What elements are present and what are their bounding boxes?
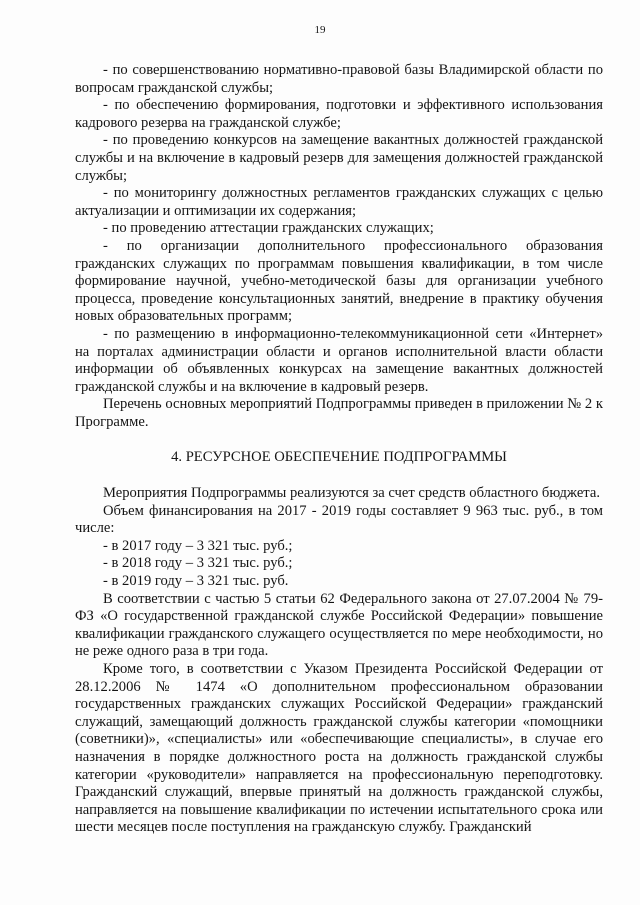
list-item: - по проведению аттестации гражданских служащих;	[103, 220, 434, 237]
list-item: - по совершенствованию нормативно-правовой базы Владимирской области по вопросам гражданской службы;	[75, 62, 603, 96]
decree-paragraph: Кроме того, в соответствии с Указом Президента Российской Федерации от 28.12.2006 № 1474 «О дополнительном профессиональном образовании государственных гражданских служащих Российской Федерации» гражданский служащий, замещающий должность гражданской службы категории «помощники (советники)», «специалисты» или «обеспечивающие специалисты», в случае его назначения в порядке должностного роста на должность гражданской службы категории «руководители» направляется на профессиональную переподготовку. Гражданский служащий, впервые принятый на должность гражданской службы, направляется на повышение квалификации по истечении испытательного срока или шести месяцев после поступления на гражданскую службу. Гражданский	[75, 661, 603, 836]
document-body	[75, 62, 603, 837]
year-amount-2017: - в 2017 году – 3 321 тыс. руб.;	[103, 537, 293, 554]
list-item: - по мониторингу должностных регламентов гражданских служащих с целью актуализации и оптимизации их содержания;	[75, 185, 603, 219]
year-amount-2018: - в 2018 году – 3 321 тыс. руб.;	[103, 555, 293, 572]
section-heading: 4. РЕСУРСНОЕ ОБЕСПЕЧЕНИЕ ПОДПРОГРАММЫ	[171, 449, 507, 466]
list-summary-paragraph: Перечень основных мероприятий Подпрограммы приведен в приложении № 2 к Программе.	[75, 396, 603, 430]
list-item: - по размещению в информационно-телекоммуникационной сети «Интернет» на порталах администрации области и органов исполнительной власти области информации об объявленных конкурсах на замещение вакантных должностей гражданской службы и на включение в кадровый резерв.	[75, 325, 603, 395]
intro-paragraph: Мероприятия Подпрограммы реализуются за счет средств областного бюджета.	[103, 485, 600, 502]
year-amount-2019: - в 2019 году – 3 321 тыс. руб.	[103, 573, 289, 590]
page-number: 19	[314, 24, 326, 36]
law-paragraph: В соответствии с частью 5 статьи 62 Федерального закона от 27.07.2004 № 79-ФЗ «О государственной гражданской службе Российской Федерации» повышение квалификации гражданского служащего осуществляется по мере необходимости, но не реже одного раза в три года.	[75, 590, 603, 660]
list-item: - по обеспечению формирования, подготовки и эффективного использования кадрового резерва на гражданской службе;	[75, 97, 603, 131]
financing-paragraph: Объем финансирования на 2017 - 2019 годы составляет 9 963 тыс. руб., в том числе:	[75, 502, 603, 537]
list-item: - по проведению конкурсов на замещение вакантных должностей гражданской службы и на включение в кадровый резерв для замещения должностей гражданской службы;	[75, 132, 603, 184]
list-item: - по организации дополнительного профессионального образования гражданских служащих по программам повышения квалификации, в том числе формирование научной, учебно-методической базы для организации учебного процесса, проведение консультационных занятий, внедрение в практику обучения новых образовательных программ;	[75, 237, 603, 325]
